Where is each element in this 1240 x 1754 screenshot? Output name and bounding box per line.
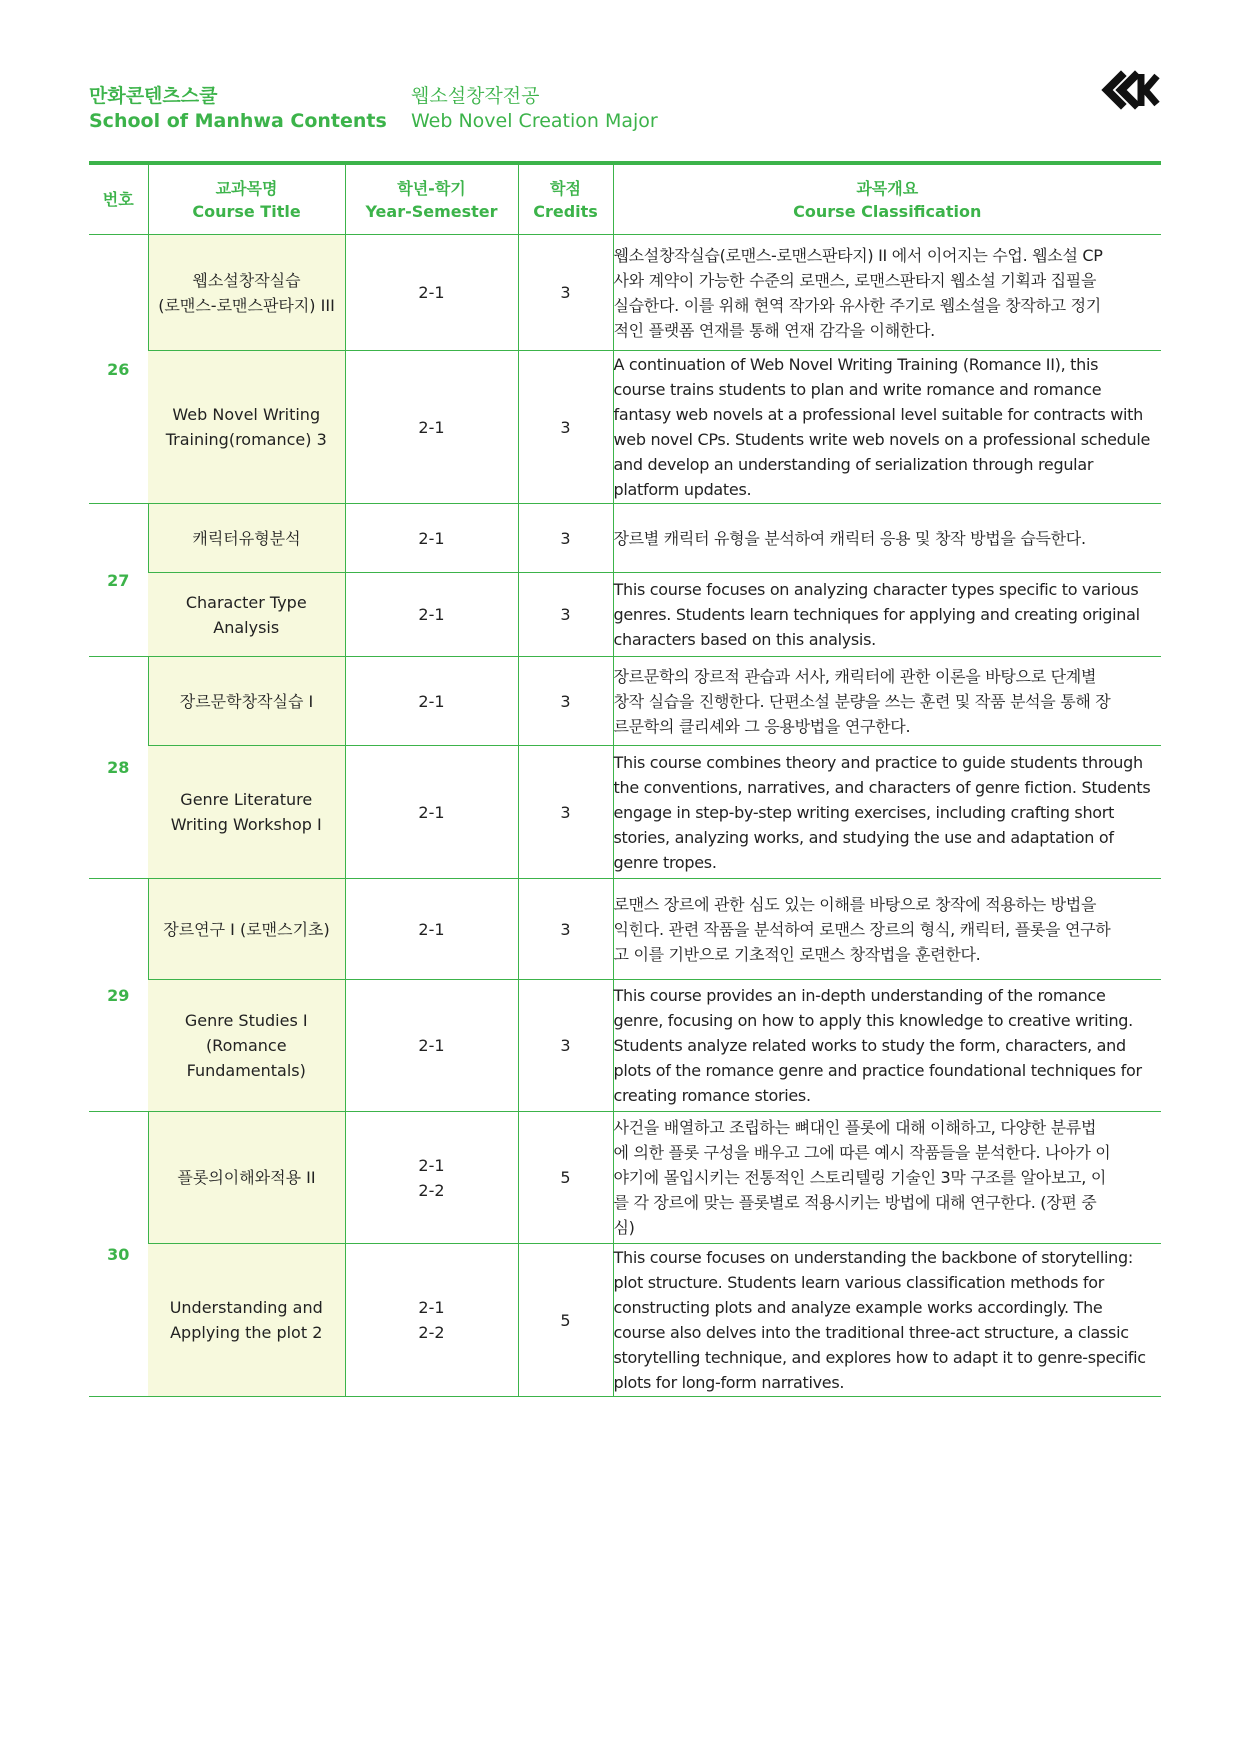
year-semester [345,1244,518,1397]
course-description-en [613,980,1161,1112]
course-description-en [613,746,1161,879]
course-description-ko [613,235,1161,351]
course-number: 26 [89,235,148,504]
page-header [89,84,1161,144]
course-description-ko [613,657,1161,746]
course-description-en-line: the conventions, narratives, and characters of genre fiction. Students [613,777,1151,797]
course-description-en-line: course also delves into the traditional three-act structure, a classic [613,1323,1129,1342]
credits: 3 [518,573,613,657]
year-semester-line: 2-1 [418,283,445,302]
year-semester [345,746,518,879]
major-name [411,84,658,134]
credits: 3 [518,746,613,879]
year-semester-line: 2-1 [418,1155,445,1175]
credits: 5 [518,1112,613,1244]
credits: 5 [518,1244,613,1397]
header-year-semester: 학년-학기 Year-Semester [345,165,518,235]
year-semester-line: 2-1 [418,1036,445,1055]
credits: 3 [518,235,613,351]
course-title-ko-line: 장르연구 I (로맨스기초) [163,919,330,939]
year-semester-line: 2-1 [418,691,445,711]
course-description-ko [613,504,1161,573]
course-description-ko-line: 창작 실습을 진행한다. 단편소설 분량을 쓰는 훈련 및 작품 분석을 통해 장 [613,691,1111,711]
year-semester-line: 2-2 [418,1323,445,1342]
course-title-en [148,980,345,1112]
course-title-ko-line: 웹소설창작실습 [192,270,301,290]
course-table-body [89,235,1161,1397]
course-description-en-line: web novel CPs. Students write web novels on a professional schedule [613,430,1151,449]
course-description-ko-line: 적인 플랫폼 연재를 통해 연재 감각을 이해한다. [613,320,935,340]
course-number: 30 [89,1112,148,1397]
table-row [89,879,1161,980]
year-semester [345,879,518,980]
course-title-en-line: Genre Literature [180,790,313,809]
course-description-ko-line: 르문학의 클리셰와 그 응용방법을 연구한다. [613,716,911,736]
table-header-row [89,165,1161,235]
course-description-en-line: This course focuses on analyzing character types specific to various [613,580,1139,599]
course-title-ko [148,504,345,573]
year-semester [345,573,518,657]
course-title-ko-line: 캐릭터유형분석 [192,528,301,548]
table-row [89,1244,1161,1397]
course-description-ko-line: 심) [613,1218,635,1237]
credits: 3 [518,879,613,980]
year-semester-line: 2-1 [418,528,445,548]
course-title-en [148,351,345,504]
year-semester-line: 2-1 [418,605,445,624]
course-title-en-line: Fundamentals) [186,1061,306,1080]
credits: 3 [518,504,613,573]
course-title-ko [148,1112,345,1244]
major-name-en: Web Novel Creation Major [411,110,658,132]
course-description-en-line: characters based on this analysis. [613,630,876,649]
header-no: 번호 [89,165,148,235]
year-semester-line: 2-2 [418,1180,445,1200]
year-semester [345,1112,518,1244]
table-row [89,1112,1161,1244]
school-name-en: School of Manhwa Contents [89,110,387,132]
course-number: 28 [89,657,148,879]
course-description-en-line: and develop an understanding of serialization through regular [613,455,1094,474]
header-course-title: 교과목명 Course Title [148,165,345,235]
course-description-en [613,351,1161,504]
year-semester-line: 2-1 [418,919,445,939]
course-description-en-line: A continuation of Web Novel Writing Training (Romance II), this [613,355,1099,374]
course-description-ko-line: 야기에 몰입시키는 전통적인 스토리텔링 기술인 3막 구조를 알아보고, 이 [613,1168,1106,1187]
course-title-ko [148,657,345,746]
course-title-en [148,573,345,657]
course-description-ko-line: 실습한다. 이를 위해 현역 작가와 유사한 주기로 웹소설을 창작하고 정기 [613,295,1101,315]
course-title-en-line: Applying the plot 2 [170,1323,323,1342]
year-semester-line: 2-1 [418,417,445,437]
course-description-en-line: stories, analyzing works, and studying the use and adaptation of [613,827,1114,847]
year-semester [345,351,518,504]
course-description-en-line: This course provides an in-depth understanding of the romance [613,986,1106,1005]
course-description-en [613,1244,1161,1397]
course-description-en-line: Students analyze related works to study the form, characters, and [613,1036,1126,1055]
course-title-en-line: Character Type [185,592,307,612]
course-title-en [148,746,345,879]
course-description-en-line: course trains students to plan and write romance and romance [613,380,1102,399]
header-credits: 학점 Credits [518,165,613,235]
year-semester [345,980,518,1112]
course-description-en-line: plot structure. Students learn various classification methods for [613,1273,1104,1292]
year-semester-line: 2-1 [418,802,445,822]
course-number: 27 [89,504,148,657]
course-title-en-line: (Romance [205,1036,287,1055]
course-description-ko [613,879,1161,980]
course-description-en-line: plots for long-form narratives. [613,1373,845,1392]
course-title-en-line: Training(romance) 3 [165,430,327,449]
table-row [89,504,1161,573]
course-description-ko [613,1112,1161,1244]
course-title-en-line: Understanding and [169,1298,323,1317]
course-description-en [613,573,1161,657]
course-description-ko-line: 를 각 장르에 맞는 플롯별로 적용시키는 방법에 대해 연구한다. (장편 중 [613,1193,1097,1212]
course-title-en-line: Writing Workshop I [170,815,322,834]
course-title-ko [148,879,345,980]
course-description-en-line: This course combines theory and practice to guide students through [613,752,1143,772]
course-table [89,165,1161,1397]
major-name-ko: 웹소설창작전공 [411,85,540,107]
year-semester [345,504,518,573]
table-row [89,980,1161,1112]
course-title-en-line: Genre Studies I [184,1011,308,1030]
ck-logo-icon [1101,70,1161,110]
table-row [89,746,1161,879]
year-semester [345,235,518,351]
course-description-en-line: plots of the romance genre and practice foundational techniques for [613,1061,1142,1080]
course-description-ko-line: 장르별 캐릭터 유형을 분석하여 캐릭터 응용 및 창작 방법을 습득한다. [613,528,1086,548]
credits: 3 [518,980,613,1112]
course-description-en-line: genres. Students learn techniques for applying and creating original [613,605,1140,624]
credits: 3 [518,351,613,504]
course-description-ko-line: 장르문학의 장르적 관습과 서사, 캐릭터에 관한 이론을 바탕으로 단계별 [613,666,1097,686]
course-description-en-line: genre, focusing on how to apply this knowledge to creative writing. [613,1011,1133,1030]
course-description-en-line: platform updates. [613,480,752,499]
table-row [89,657,1161,746]
course-title-en-line: Analysis [213,617,280,637]
course-number: 29 [89,879,148,1112]
course-title-ko [148,235,345,351]
course-title-ko-line: 플롯의이해와적용 II [177,1168,316,1187]
course-description-en-line: engage in step-by-step writing exercises, including crafting short [613,802,1115,822]
table-row [89,351,1161,504]
school-name-ko: 만화콘텐츠스쿨 [89,85,218,107]
year-semester-line: 2-1 [418,1298,445,1317]
course-description-en-line: constructing plots and analyze example works accordingly. The [613,1298,1103,1317]
table-row [89,573,1161,657]
course-description-en-line: creating romance stories. [613,1086,811,1105]
header-course-classification: 과목개요 Course Classification [613,165,1161,235]
course-description-en-line: fantasy web novels at a professional level suitable for contracts with [613,405,1143,424]
course-description-ko-line: 사건을 배열하고 조립하는 뼈대인 플롯에 대해 이해하고, 다양한 분류법 [613,1118,1097,1137]
course-description-ko-line: 익힌다. 관련 작품을 분석하여 로맨스 장르의 형식, 캐릭터, 플롯을 연구하 [613,919,1111,939]
year-semester [345,657,518,746]
course-title-ko-line: 장르문학창작실습 I [179,691,314,711]
course-description-ko-line: 고 이를 기반으로 기초적인 로맨스 창작법을 훈련한다. [613,944,981,964]
course-description-en-line: storytelling technique, and explores how to adapt it to genre-specific [613,1348,1146,1367]
course-description-en-line: This course focuses on understanding the backbone of storytelling: [613,1248,1133,1267]
course-description-en-line: genre tropes. [613,852,717,872]
course-description-ko-line: 로맨스 장르에 관한 심도 있는 이해를 바탕으로 창작에 적용하는 방법을 [613,894,1097,914]
school-name [89,84,387,134]
course-title-en-line: Web Novel Writing [172,405,321,424]
course-title-en [148,1244,345,1397]
course-title-ko-line: (로맨스-로맨스판타지) III [158,295,335,315]
course-description-ko-line: 에 의한 플롯 구성을 배우고 그에 따른 예시 작품들을 분석한다. 나아가 이 [613,1143,1111,1162]
course-description-ko-line: 사와 계약이 가능한 수준의 로맨스, 로맨스판타지 웹소설 기획과 집필을 [613,270,1097,290]
credits: 3 [518,657,613,746]
course-description-ko-line: 웹소설창작실습(로맨스-로맨스판타지) II 에서 이어지는 수업. 웹소설 CP [613,245,1103,265]
table-row [89,235,1161,351]
